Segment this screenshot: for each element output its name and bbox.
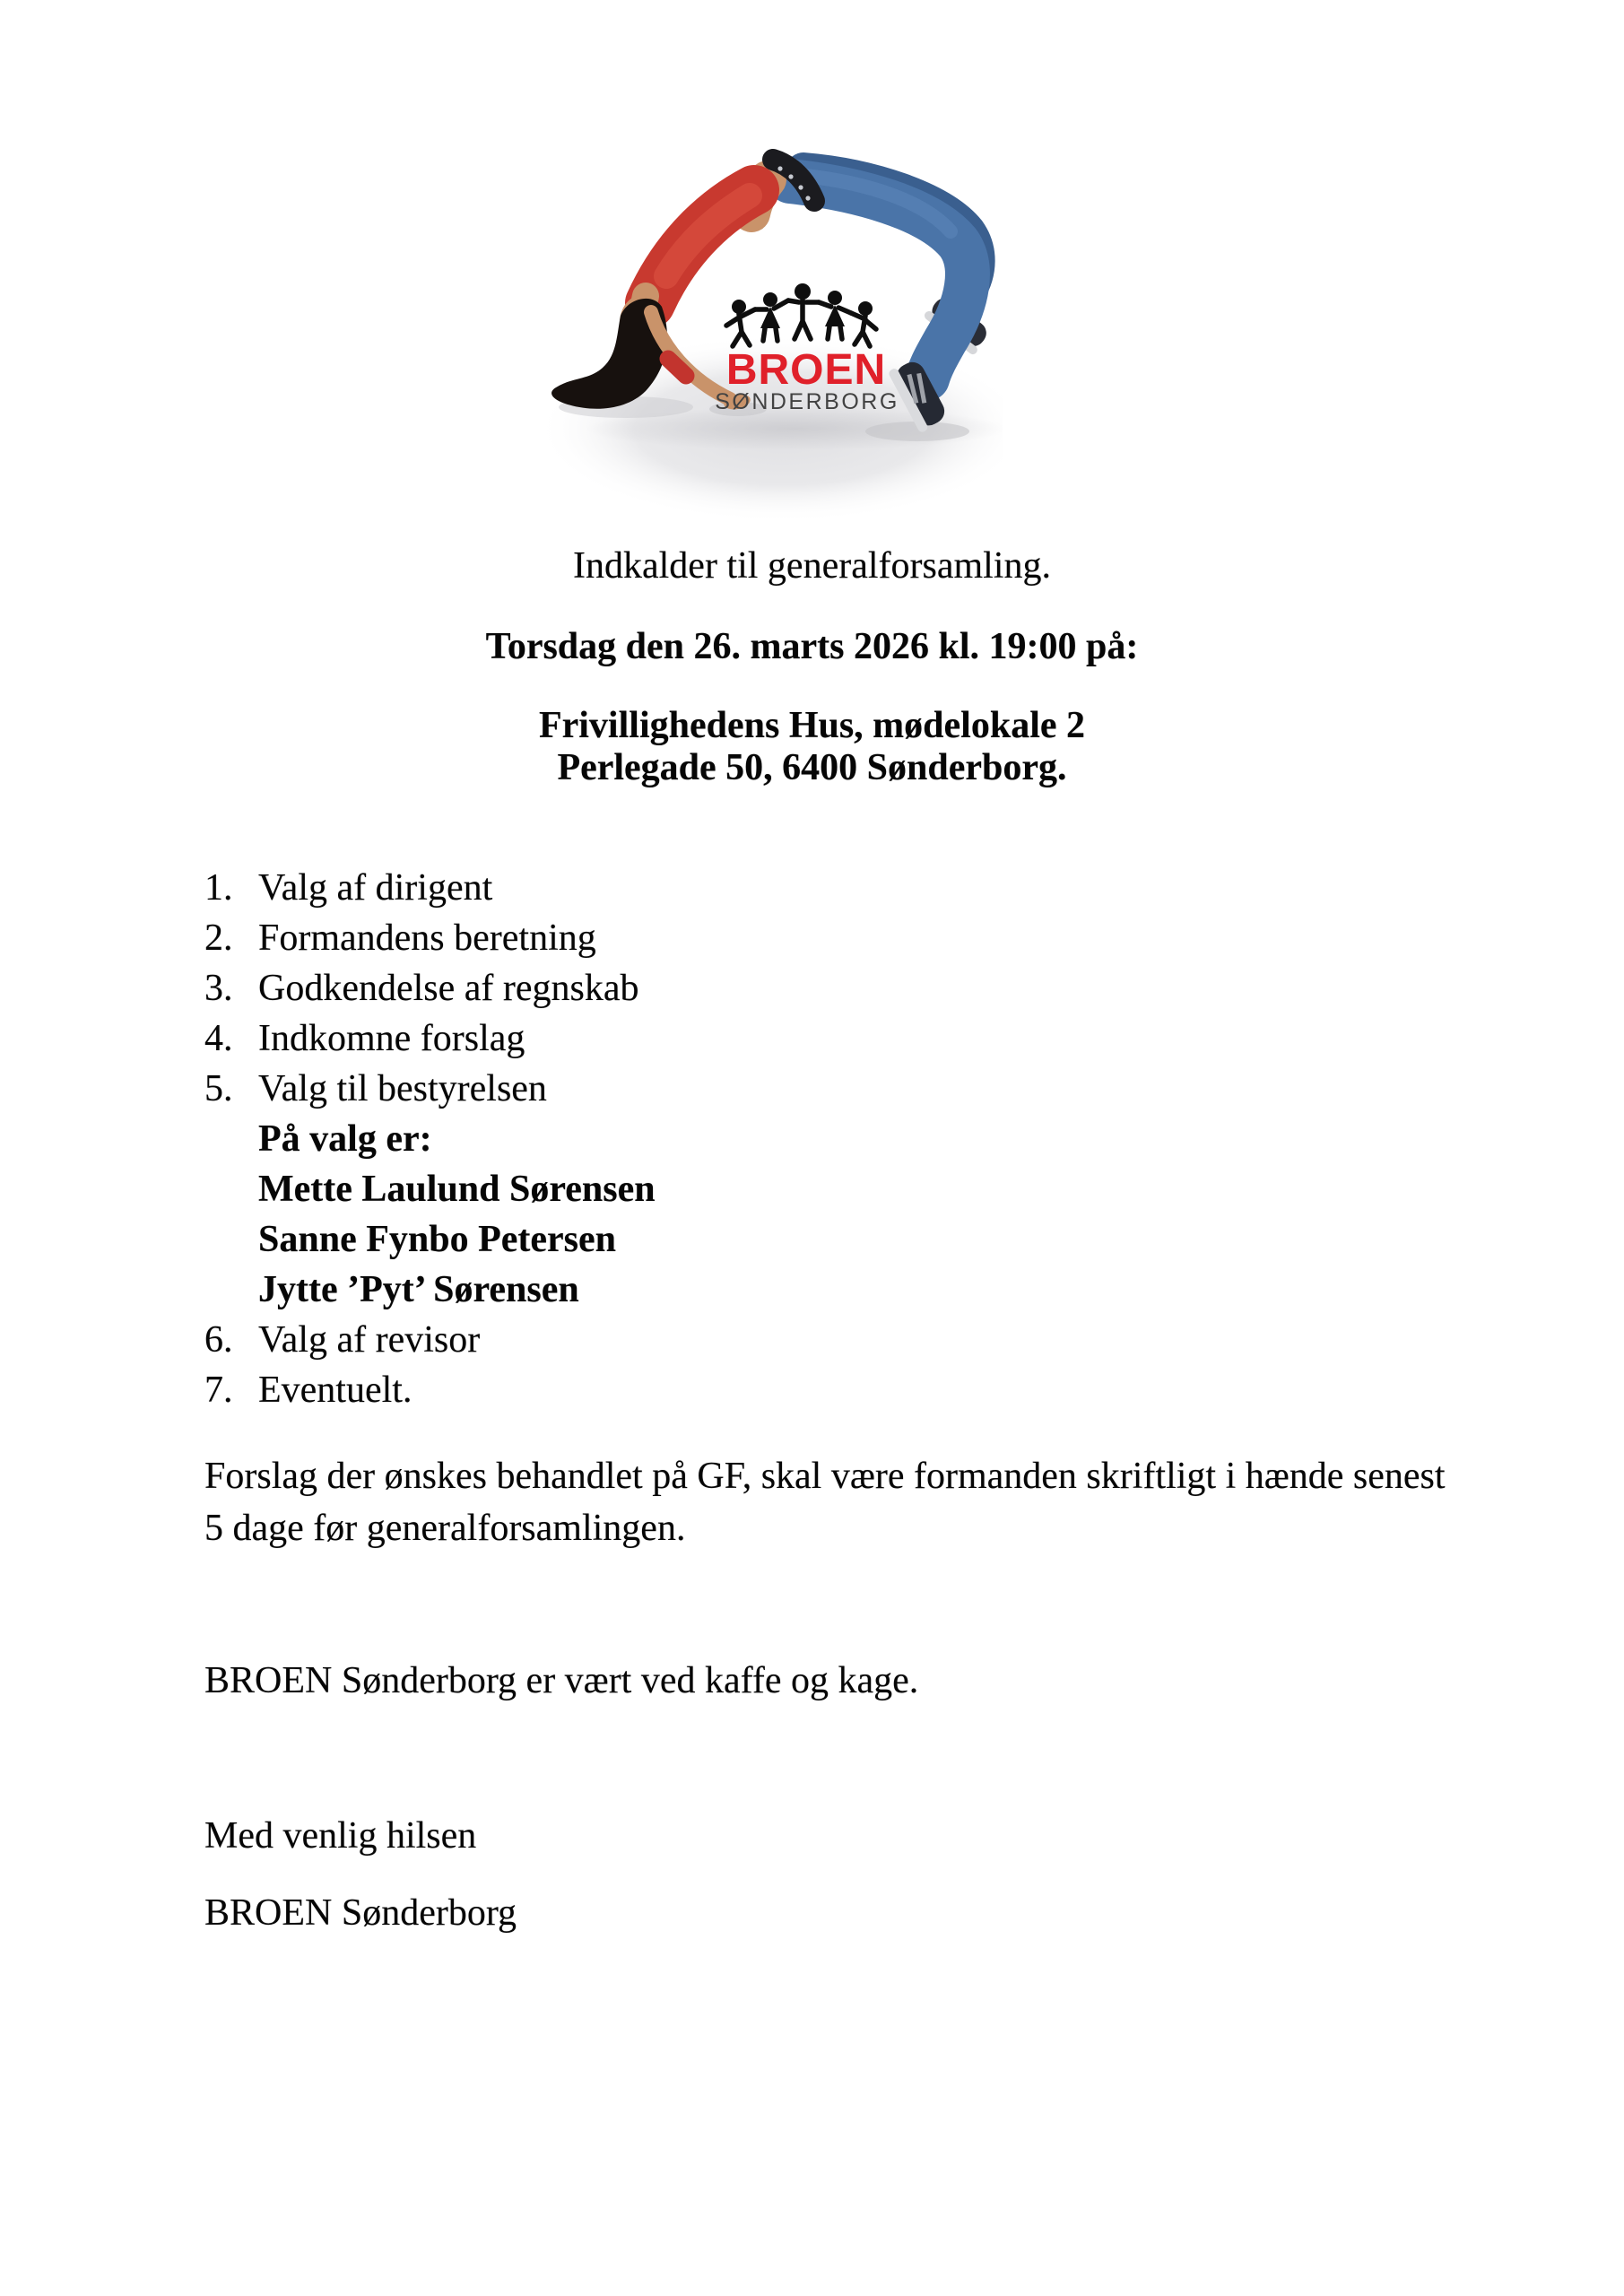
agenda-item-text: Valg af dirigent [258,867,493,909]
agenda-item-text: Eventuelt. [258,1370,413,1411]
agenda-item-text: Godkendelse af regnskab [258,968,639,1009]
candidate-name: Sanne Fynbo Petersen [258,1219,616,1260]
logo-photo [536,133,1003,525]
datetime-line: Torsdag den 26. marts 2026 kl. 19:00 på: [485,626,1139,667]
agenda-item-number: 3. [204,968,233,1009]
venue-line-1: Frivillighedens Hus, mødelokale 2 [538,705,1086,746]
agenda-item-number: 1. [204,867,233,909]
agenda-item [204,1013,656,1064]
proposal-note-line: Forslag der ønskes behandlet på GF, skal være formanden skriftligt i hænde senest [204,1456,1446,1497]
agenda-item-number: 4. [204,1018,233,1059]
election-header: På valg er: [258,1118,432,1160]
agenda-item [204,1365,656,1415]
proposal-note-line: 5 dage før generalforsamlingen. [204,1508,686,1549]
agenda-item [204,1064,656,1114]
agenda-list [204,863,656,1415]
candidate-name: Mette Laulund Sørensen [258,1169,656,1210]
broen-logo [715,283,899,414]
closing-line: Med venlig hilsen [204,1815,477,1857]
proposal-note [204,1450,1446,1554]
agenda-item [204,1315,656,1365]
city-text: SØNDERBORG [715,389,899,414]
agenda-item [204,863,656,913]
agenda-item [204,963,656,1013]
agenda-item-text: Valg af revisor [258,1319,481,1361]
agenda-item-number: 5. [204,1068,233,1109]
intro-line: Indkalder til generalforsamling. [573,545,1051,587]
agenda-item-number: 6. [204,1319,233,1361]
agenda-item-text: Formandens beretning [258,918,596,959]
signature-line: BROEN Sønderborg [204,1892,517,1934]
agenda-item-number: 7. [204,1370,233,1411]
brand-text: BROEN [725,346,887,394]
agenda-item-number: 2. [204,918,233,959]
backbend-girl-illustration [536,133,1003,525]
refreshments-line: BROEN Sønderborg er vært ved kaffe og kage. [204,1660,919,1701]
agenda-item-text: Indkomne forslag [258,1018,525,1059]
venue-line-2: Perlegade 50, 6400 Sønderborg. [557,747,1067,788]
red-shirt [650,190,754,303]
agenda-item-text: Valg til bestyrelsen [258,1068,547,1109]
candidate-name: Jytte ’Pyt’ Sørensen [258,1269,579,1310]
agenda-item [204,913,656,963]
